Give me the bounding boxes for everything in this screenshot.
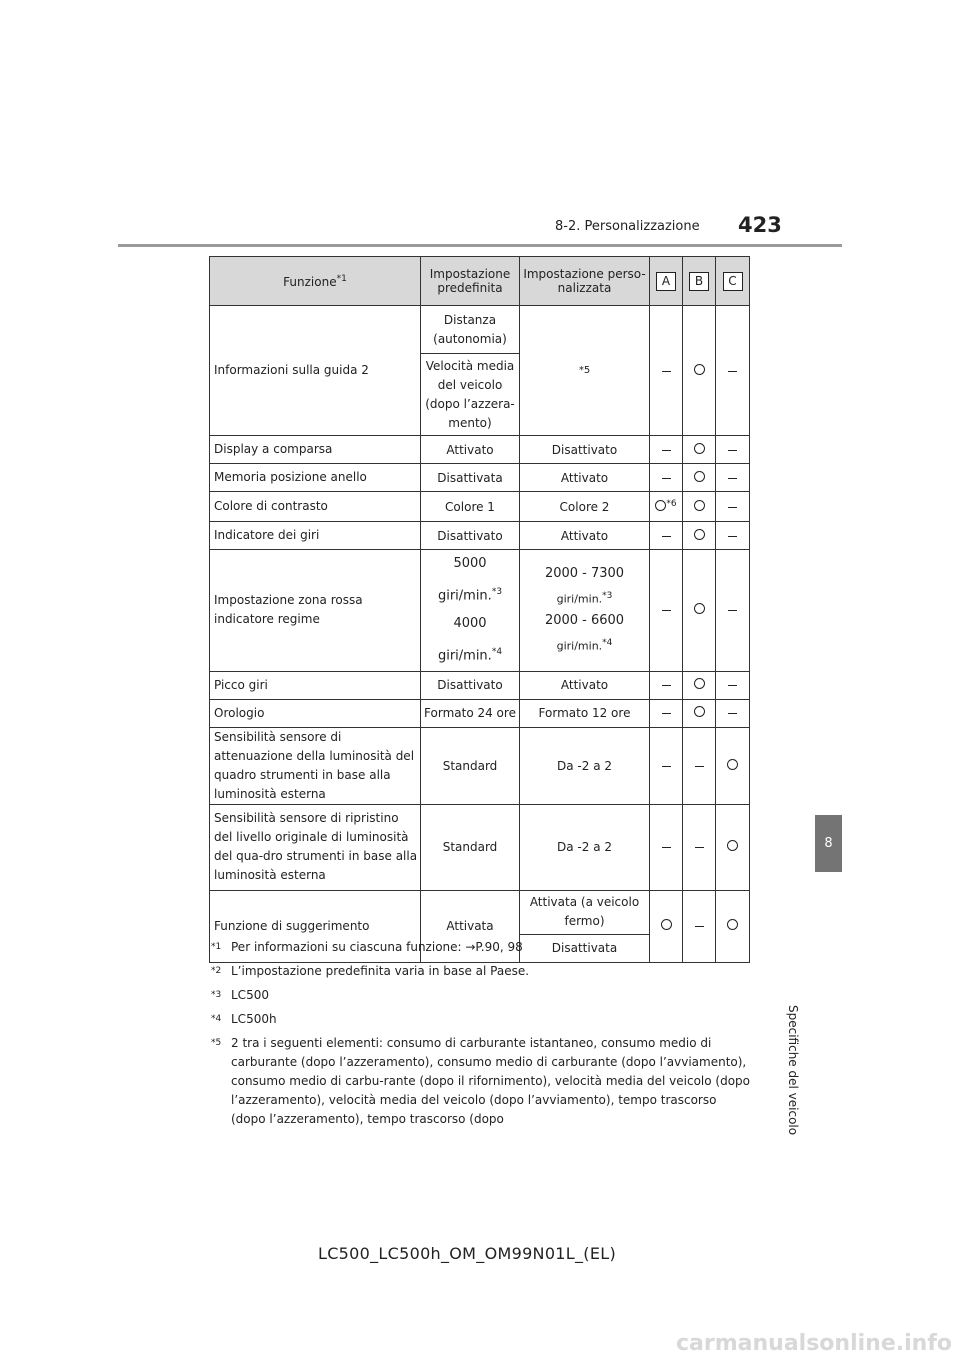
cell-custom: Formato 12 ore <box>520 699 650 727</box>
cell-custom: Attivato <box>520 522 650 550</box>
circle-icon <box>683 464 716 492</box>
table-row <box>210 699 750 727</box>
table-row <box>210 436 750 464</box>
table-header-row <box>210 257 750 306</box>
footnote: *4 LC500h <box>211 1012 277 1026</box>
dash-icon <box>716 522 750 550</box>
cell-custom: Disattivata <box>520 934 650 962</box>
page-number: 423 <box>738 213 782 237</box>
cell-function: Sensibilità sensore di attenuazione della luminosità del quadro strumenti in base alla luminosità esterna <box>210 727 421 804</box>
table-row <box>210 550 750 672</box>
header-function: Funzione$^{*1}$ <box>210 257 421 306</box>
header-default: Impostazione predefinita <box>421 257 520 306</box>
watermark: carmanualsonline.info <box>676 1331 952 1356</box>
circle-icon <box>716 804 750 890</box>
footnote: *5 2 tra i seguenti elementi: consumo di carburante istantaneo, consumo medio di carburante (dopo l’azzeramento), consumo medio di carburante (dopo l’avviamento), consumo medio di carbu-rante (dopo il rifornimento), velocità media del veicolo (dopo l’azzeramento), velocità media del veicolo (dopo l’avviamento), tempo trascorso (dopo l’azzeramento), tempo trascorso (dopo <box>211 1036 751 1126</box>
cell-function: Memoria posizione anello <box>210 464 421 492</box>
dash-icon <box>716 306 750 436</box>
dash-icon <box>650 699 683 727</box>
cell-custom: Colore 2 <box>520 492 650 522</box>
cell-function: Orologio <box>210 699 421 727</box>
cell-default: Attivata <box>421 890 520 962</box>
cell-default: Distanza (autonomia) <box>421 306 520 354</box>
footnotes <box>211 938 751 1134</box>
cell-custom: *5 <box>520 306 650 436</box>
header-c: C <box>716 257 750 306</box>
dash-icon <box>716 550 750 672</box>
circle-icon: *6 <box>650 492 683 522</box>
circle-icon <box>683 306 716 436</box>
cell-default: Standard <box>421 804 520 890</box>
chapter-title: Specifiche del veicolo <box>786 1005 800 1136</box>
dash-icon <box>650 550 683 672</box>
cell-default: 5000 giri/min.$^{*3}$ 4000 giri/min.$^{*4}$ <box>421 550 520 672</box>
header-b: B <box>683 257 716 306</box>
table-row <box>210 522 750 550</box>
dash-icon <box>683 804 716 890</box>
cell-custom: Attivato <box>520 671 650 699</box>
circle-icon <box>683 436 716 464</box>
cell-default: Velocità media del veicolo (dopo l’azzera-mento) <box>421 354 520 436</box>
cell-function: Colore di contrasto <box>210 492 421 522</box>
circle-icon <box>683 522 716 550</box>
dash-icon <box>716 464 750 492</box>
cell-function: Informazioni sulla guida 2 <box>210 306 421 436</box>
customization-table <box>209 256 750 963</box>
table-row <box>210 804 750 890</box>
cell-default: Standard <box>421 727 520 804</box>
circle-icon <box>683 671 716 699</box>
header-custom: Impostazione perso-nalizzata <box>520 257 650 306</box>
document-code: LC500_LC500h_OM_OM99N01L_(EL) <box>318 1244 616 1263</box>
header-rule <box>118 244 842 247</box>
table-row <box>210 890 750 934</box>
cell-default: Colore 1 <box>421 492 520 522</box>
table-row <box>210 464 750 492</box>
dash-icon <box>650 522 683 550</box>
table-row <box>210 671 750 699</box>
dash-icon <box>650 727 683 804</box>
table-row <box>210 727 750 804</box>
dash-icon <box>716 699 750 727</box>
dash-icon <box>650 306 683 436</box>
cell-custom: Attivato <box>520 464 650 492</box>
dash-icon <box>650 804 683 890</box>
circle-icon <box>716 727 750 804</box>
dash-icon <box>716 492 750 522</box>
cell-function: Display a comparsa <box>210 436 421 464</box>
cell-function: Sensibilità sensore di ripristino del livello originale di luminosità del qua-dro strumenti in base alla luminosità esterna <box>210 804 421 890</box>
cell-custom: Disattivato <box>520 436 650 464</box>
cell-default: Disattivato <box>421 671 520 699</box>
dash-icon <box>650 464 683 492</box>
circle-icon <box>683 699 716 727</box>
chapter-tab[interactable]: 8 <box>815 815 842 872</box>
section-title: 8-2. Personalizzazione <box>555 219 700 234</box>
table-row <box>210 306 750 354</box>
cell-custom: Attivata (a veicolo fermo) <box>520 890 650 934</box>
cell-default: Attivato <box>421 436 520 464</box>
dash-icon <box>650 436 683 464</box>
footnote: *2 L’impostazione predefinita varia in base al Paese. <box>211 964 530 978</box>
dash-icon <box>716 436 750 464</box>
cell-function: Indicatore dei giri <box>210 522 421 550</box>
circle-icon <box>683 550 716 672</box>
cell-function: Impostazione zona rossa indicatore regime <box>210 550 421 672</box>
circle-icon <box>683 492 716 522</box>
footnote: *3 LC500 <box>211 988 269 1002</box>
dash-icon <box>650 671 683 699</box>
dash-icon <box>683 727 716 804</box>
footnote: *1 Per informazioni su ciascuna funzione: →P.90, 98 <box>211 940 523 954</box>
cell-function: Funzione di suggerimento <box>210 890 421 962</box>
cell-custom: 2000 - 7300 giri/min.$^{*3}$ 2000 - 6600 giri/min.$^{*4}$ <box>520 550 650 672</box>
cell-default: Disattivato <box>421 522 520 550</box>
cell-custom: Da -2 a 2 <box>520 727 650 804</box>
dash-icon <box>716 671 750 699</box>
cell-function: Picco giri <box>210 671 421 699</box>
cell-custom: Da -2 a 2 <box>520 804 650 890</box>
cell-default: Formato 24 ore <box>421 699 520 727</box>
header-a: A <box>650 257 683 306</box>
cell-default: Disattivata <box>421 464 520 492</box>
table-row <box>210 492 750 522</box>
